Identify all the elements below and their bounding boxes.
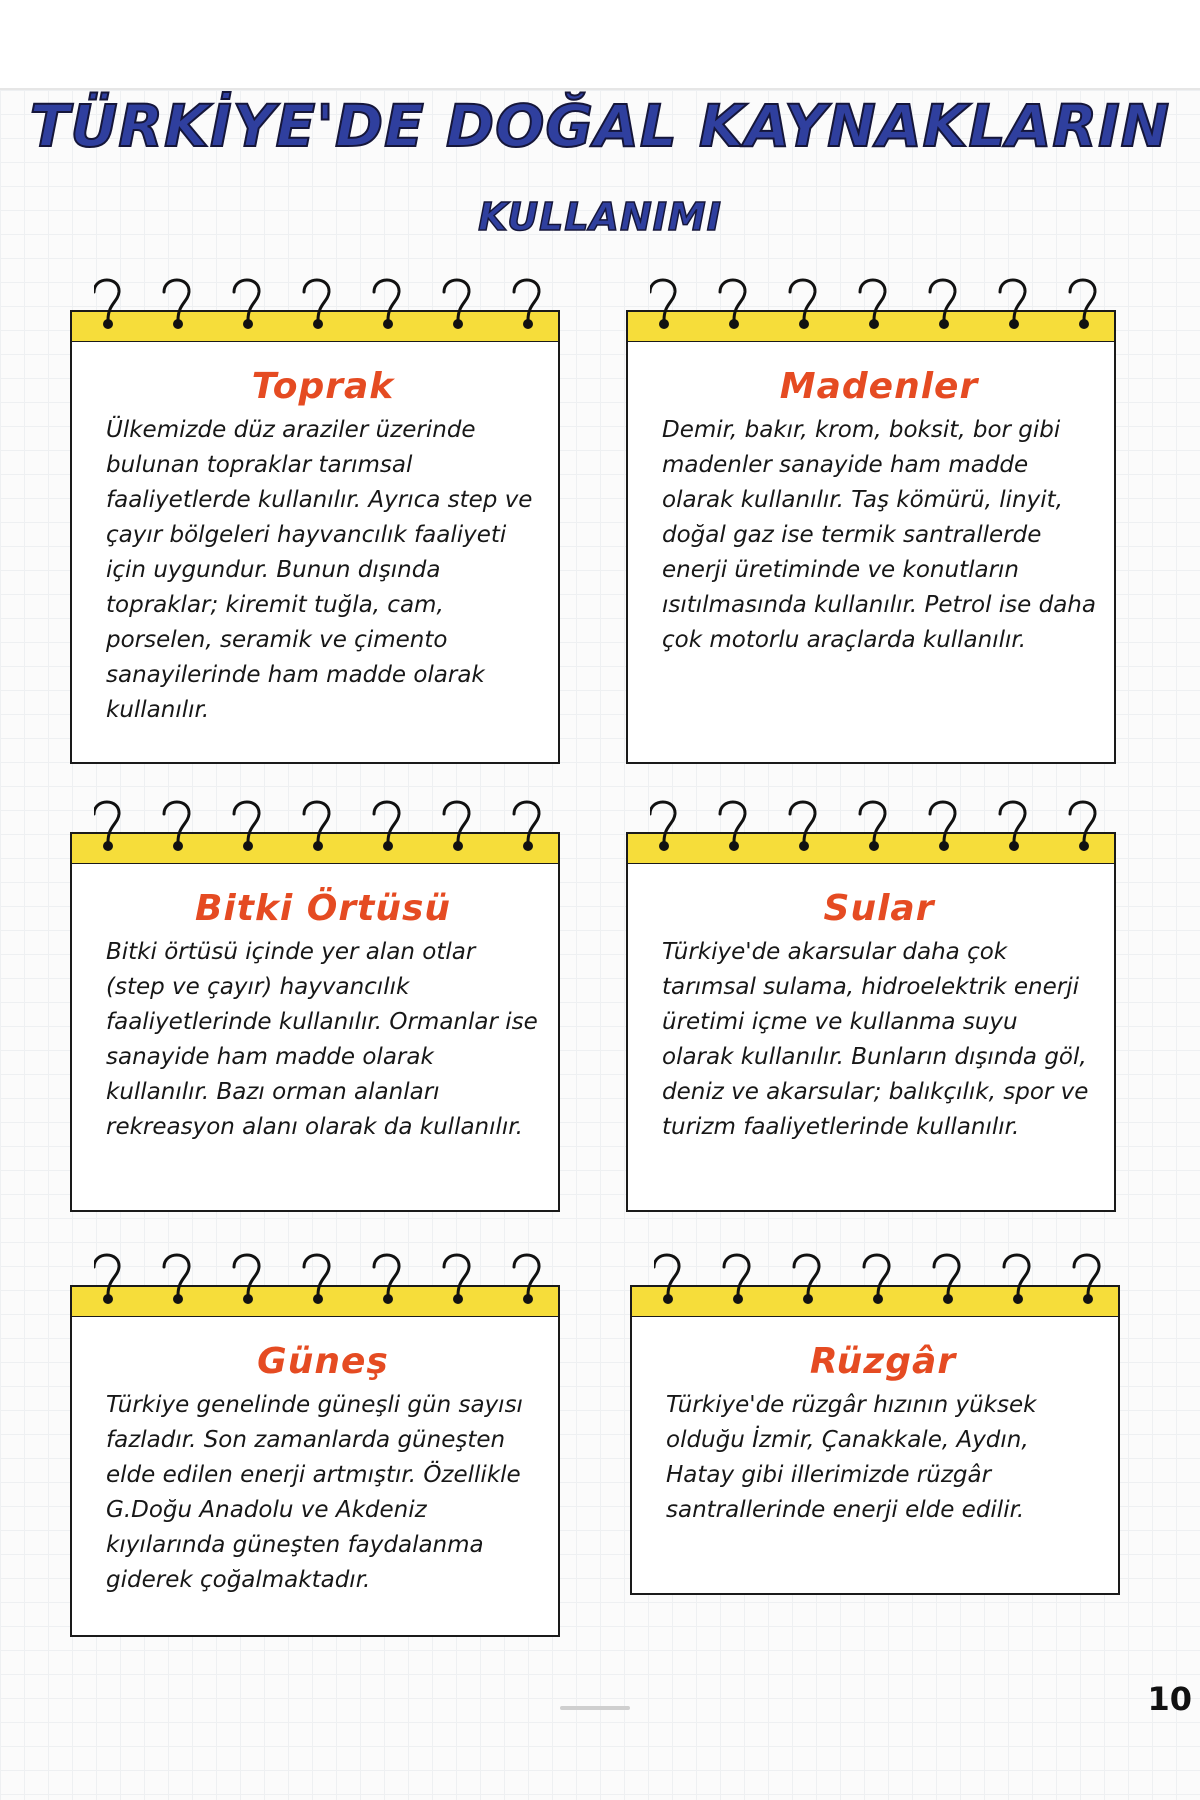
card-body [626,864,1116,1212]
ring-hook [790,280,815,320]
card-heading: Toprak [251,366,395,407]
card-text: Demir, bakır, krom, boksit, bor gibi madenler sanayide ham madde olarak kullanılır. Taş kömürü, linyit, doğal gaz ise termik santrallerde enerji üretiminde ve konutların ısıtılmasında kullanılır. Petrol ise daha çok motorlu araçlarda kullanılır. [662,417,1096,653]
ring-hole [799,319,809,329]
page-number: 10 [1147,1680,1192,1718]
card-body [70,1317,560,1637]
ring-hook [94,802,119,842]
ring-hole [103,1294,113,1304]
card-heading: Madenler [779,366,979,407]
ring-hole [1079,841,1089,851]
ring-hook [234,1255,259,1295]
ring-hole [729,841,739,851]
ring-hole [453,319,463,329]
card-heading: Rüzgâr [809,1341,957,1382]
ring-hole [453,841,463,851]
ring-hole [1009,841,1019,851]
ring-hole [243,319,253,329]
ring-hook [94,1255,119,1295]
card-heading: Bitki Örtüsü [194,888,452,929]
ring-hole [103,841,113,851]
card-text: Türkiye'de akarsular daha çok tarımsal sulama, hidroelektrik enerji üretimi içme ve kullanma suyu olarak kullanılır. Bunların dışında göl, deniz ve akarsular; balıkçılık, spor ve turizm faaliyetlerinde kullanılır. [662,939,1089,1140]
ring-hook [374,1255,399,1295]
ring-hook [514,280,539,320]
ring-hook [374,802,399,842]
ring-hole [523,1294,533,1304]
ring-hole [383,319,393,329]
scroll-indicator [560,1706,630,1710]
ring-hole [453,1294,463,1304]
ring-hole [173,1294,183,1304]
ring-hook [444,802,469,842]
ring-hole [663,1294,673,1304]
card-body [70,342,560,764]
ring-hook [514,802,539,842]
ring-hole [383,1294,393,1304]
ring-hook [234,802,259,842]
ring-hole [173,841,183,851]
ring-hook [1004,1255,1029,1295]
ring-hole [659,841,669,851]
binder-rings-icon [94,270,544,360]
page-title: TÜRKİYE'DE DOĞAL KAYNAKLARIN [29,92,1171,160]
page-subtitle: KULLANIMI [478,195,722,239]
ring-hook [934,1255,959,1295]
ring-hook [1000,280,1025,320]
card-text: Türkiye genelinde güneşli gün sayısı fazladır. Son zamanlarda güneşten elde edilen enerji artmıştır. Özellikle G.Doğu Anadolu ve Akdeniz kıyılarında güneşten faydalanma giderek çoğalmaktadır. [106,1392,523,1593]
ring-hole [243,841,253,851]
ring-hook [720,802,745,842]
ring-hook [164,280,189,320]
ring-hook [94,280,119,320]
ring-hole [1083,1294,1093,1304]
card-text: Bitki örtüsü içinde yer alan otlar (step ve çayır) hayvancılık faaliyetlerinde kullanılır. Ormanlar ise sanayide ham madde olarak kullanılır. Bazı orman alanları rekreasyon alanı olarak da kullanılır. [106,939,538,1140]
ring-hole [939,319,949,329]
ring-hole [1013,1294,1023,1304]
card-text: Türkiye'de rüzgâr hızının yüksek olduğu İzmir, Çanakkale, Aydın, Hatay gibi illerimizde rüzgâr santrallerinde enerji elde edilir. [666,1392,1037,1523]
ring-hook [514,1255,539,1295]
ring-hole [869,841,879,851]
ring-hook [794,1255,819,1295]
ring-hook [444,280,469,320]
ring-hook [790,802,815,842]
ring-hook [164,802,189,842]
ring-hole [313,1294,323,1304]
ring-hole [803,1294,813,1304]
ring-hook [1074,1255,1099,1295]
ring-hook [650,280,675,320]
ring-hook [724,1255,749,1295]
ring-hook [304,280,329,320]
ring-hole [1079,319,1089,329]
ring-hole [313,841,323,851]
ring-hook [930,280,955,320]
card-body [70,864,560,1212]
ring-hole [939,841,949,851]
ring-hook [1000,802,1025,842]
ring-hole [523,841,533,851]
ring-hole [659,319,669,329]
card-body [630,1317,1120,1595]
binder-rings-icon [654,1245,1104,1335]
ring-hook [304,802,329,842]
ring-hole [869,319,879,329]
ring-hook [650,802,675,842]
card-text: Ülkemizde düz araziler üzerinde bulunan topraklar tarımsal faaliyetlerde kullanılır. Ayrıca step ve çayır bölgeleri hayvancılık faaliyeti için uygundur. Bunun dışında topraklar; kiremit tuğla, cam, porselen, seramik ve çimento sanayilerinde ham madde olarak kullanılır. [106,417,533,723]
ring-hook [304,1255,329,1295]
ring-hole [383,841,393,851]
binder-rings-icon [650,792,1100,882]
ring-hole [729,319,739,329]
ring-hook [864,1255,889,1295]
ring-hook [860,802,885,842]
binder-rings-icon [94,792,544,882]
ring-hook [860,280,885,320]
top-bar [0,0,1200,90]
ring-hole [943,1294,953,1304]
ring-hook [1070,280,1095,320]
card-heading: Sular [823,888,935,929]
ring-hole [523,319,533,329]
binder-rings-icon [94,1245,544,1335]
ring-hole [1009,319,1019,329]
binder-rings-icon [650,270,1100,360]
ring-hole [873,1294,883,1304]
ring-hole [173,319,183,329]
ring-hole [799,841,809,851]
ring-hook [1070,802,1095,842]
ring-hook [444,1255,469,1295]
ring-hook [234,280,259,320]
ring-hook [374,280,399,320]
ring-hole [313,319,323,329]
ring-hook [930,802,955,842]
ring-hook [654,1255,679,1295]
ring-hook [720,280,745,320]
ring-hole [103,319,113,329]
ring-hook [164,1255,189,1295]
card-body [626,342,1116,764]
ring-hole [733,1294,743,1304]
ring-hole [243,1294,253,1304]
card-heading: Güneş [257,1341,389,1382]
